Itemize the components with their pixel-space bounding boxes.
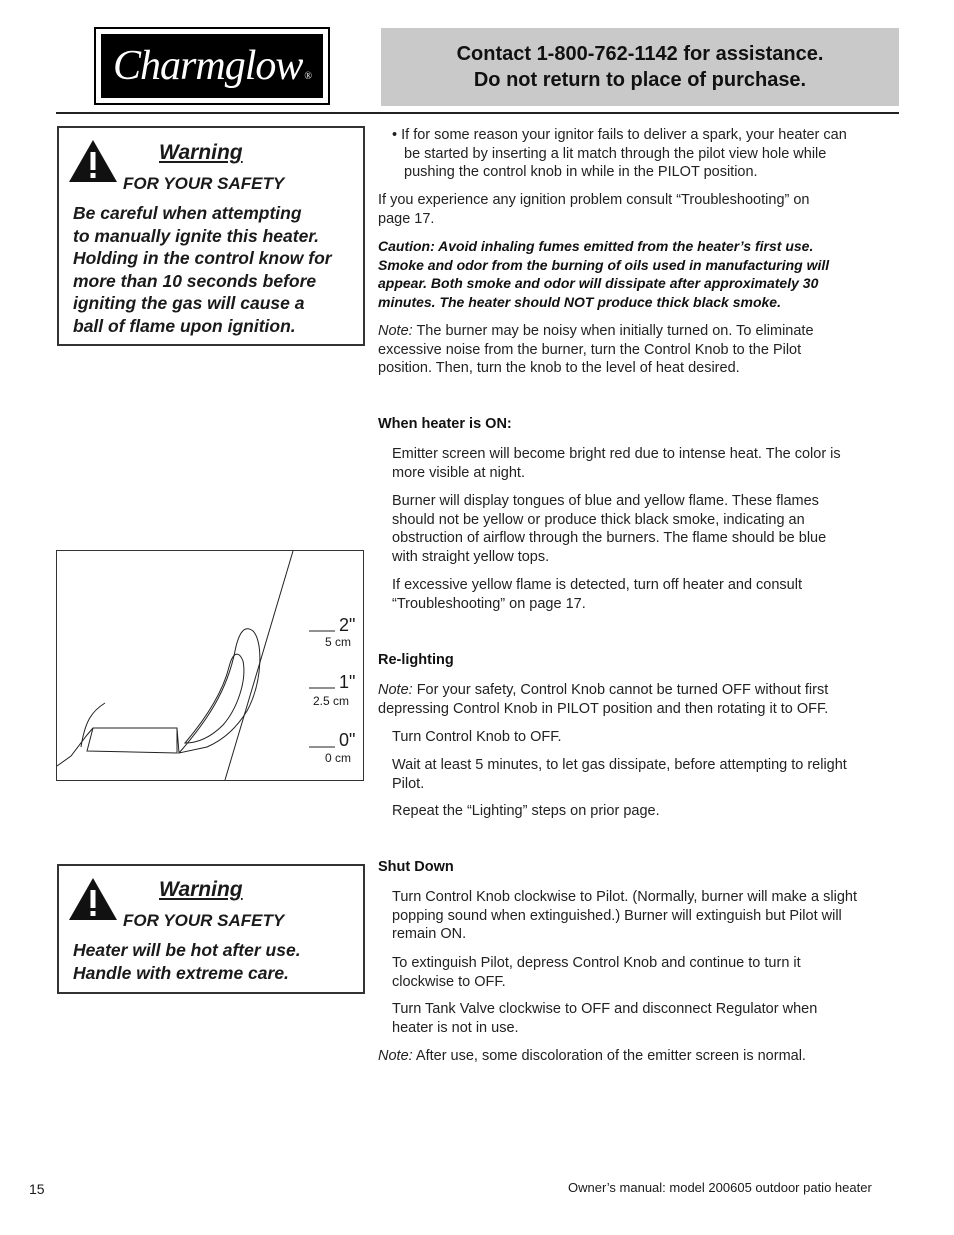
registered-mark: ® (304, 70, 311, 82)
warning-line: more than 10 seconds before (73, 270, 317, 291)
bullet-match-lighting (392, 126, 847, 182)
text-line: To extinguish Pilot, depress Control Knob and continue to turn it (392, 955, 801, 971)
text-line: depressing Control Knob in PILOT position and then rotating it to OFF. (378, 700, 829, 717)
text-line: popping sound when extinguished.) Burner will extinguish but Pilot will (392, 907, 842, 924)
flame-height-diagram (56, 550, 364, 781)
relighting-note (378, 681, 828, 718)
text-line: remain ON. (392, 926, 467, 942)
text-line: After use, some discoloration of the emitter screen is normal. (412, 1048, 806, 1064)
text-line: The burner may be noisy when initially turned on. To eliminate (412, 323, 814, 339)
label-2-5-cm: 2.5 cm (313, 694, 350, 708)
heading-shut-down: Shut Down (378, 859, 454, 875)
warning-body (73, 939, 353, 984)
heading-heater-on: When heater is ON: (378, 416, 512, 432)
contact-banner (381, 28, 899, 106)
logo-wordmark (101, 34, 323, 98)
text-line: If you experience any ignition problem consult “Troubleshooting” on (378, 192, 810, 208)
warning-title: Warning (159, 878, 243, 901)
note-label: Note: (378, 682, 413, 698)
header-divider (56, 112, 899, 114)
logo-text: Charmglow (113, 43, 303, 89)
footer-manual-title: Owner’s manual: model 200605 outdoor patio heater (568, 1180, 872, 1195)
ignition-problem-paragraph (378, 191, 810, 228)
contact-line-1: Contact 1-800-762-1142 for assistance. (456, 43, 824, 65)
label-5-cm: 5 cm (325, 635, 352, 649)
label-1-inch: 1" (339, 672, 356, 692)
warning-line: Holding in the control know for (73, 248, 332, 269)
text-line: Pilot. (392, 775, 425, 792)
text-line: obstruction of airflow through the burners. The flame should be blue (392, 530, 827, 546)
text-line: Emitter screen will become bright red due to intense heat. The color is (392, 446, 841, 462)
shutdown-paragraph-1 (392, 888, 857, 944)
heading-relighting: Re-lighting (378, 652, 454, 668)
shutdown-paragraph-3 (392, 1000, 817, 1037)
text-line: clockwise to OFF. (392, 973, 506, 990)
relight-step-2 (392, 756, 847, 793)
warning-subtitle: FOR YOUR SAFETY (123, 174, 285, 193)
warning-subtitle: FOR YOUR SAFETY (123, 911, 285, 930)
relight-step-3: Repeat the “Lighting” steps on prior page. (392, 803, 660, 819)
caution-paragraph (378, 237, 829, 311)
label-0-cm: 0 cm (325, 751, 352, 765)
warning-line: Be careful when attempting (73, 203, 302, 223)
contact-line-2: Do not return to place of purchase. (473, 69, 807, 91)
text-line: “Troubleshooting” on page 17. (392, 595, 586, 612)
warning-line: Heater will be hot after use. (73, 940, 301, 960)
text-line: minutes. The heater should NOT produce thick black smoke. (378, 293, 781, 310)
text-line: position. Then, turn the knob to the level of heat desired. (378, 360, 740, 376)
relight-step-1: Turn Control Knob to OFF. (392, 729, 562, 745)
warning-triangle-icon (67, 138, 119, 184)
warning-box-ignition (57, 126, 365, 346)
page-number: 15 (29, 1181, 45, 1197)
shutdown-note (378, 1047, 806, 1066)
burner-flame-illustration (57, 551, 363, 780)
text-line: Smoke and odor from the burning of oils used in manufacturing will (378, 256, 830, 273)
text-line: Burner will display tongues of blue and yellow flame. These flames (392, 493, 819, 509)
text-line: • If for some reason your ignitor fails to deliver a spark, your heater can (392, 127, 847, 143)
text-line: pushing the control knob in while in the PILOT position. (404, 164, 758, 180)
warning-line: to manually ignite this heater. (73, 225, 320, 246)
warning-body (73, 202, 353, 338)
warning-triangle-icon (67, 876, 119, 922)
text-line: Turn Control Knob clockwise to Pilot. (Normally, burner will make a slight (392, 889, 857, 905)
warning-line: Handle with extreme care. (73, 962, 289, 983)
warning-box-hot (57, 864, 365, 994)
text-line: Caution: Avoid inhaling fumes emitted from the heater’s first use. (378, 238, 814, 254)
warning-line: ball of flame upon ignition. (73, 315, 296, 336)
text-line: be started by inserting a lit match through the pilot view hole while (404, 145, 827, 162)
label-0-inch: 0" (339, 730, 356, 750)
text-line: page 17. (378, 210, 435, 227)
burner-noise-note (378, 322, 814, 378)
text-line: should not be yellow or produce thick black smoke, indicating an (392, 511, 805, 528)
text-line: If excessive yellow flame is detected, turn off heater and consult (392, 577, 802, 593)
heater-on-paragraph-2 (392, 492, 826, 566)
text-line: excessive noise from the burner, turn the Control Knob to the Pilot (378, 341, 802, 358)
text-line: Turn Tank Valve clockwise to OFF and disconnect Regulator when (392, 1001, 818, 1017)
text-line: with straight yellow tops. (392, 548, 550, 565)
text-line: more visible at night. (392, 464, 525, 481)
shutdown-paragraph-2 (392, 954, 801, 991)
note-label: Note: (378, 1048, 413, 1064)
text-line: heater is not in use. (392, 1019, 519, 1036)
warning-line: igniting the gas will cause a (73, 293, 305, 314)
heater-on-paragraph-3 (392, 576, 802, 613)
note-label: Note: (378, 323, 413, 339)
text-line: For your safety, Control Knob cannot be turned OFF without first (412, 682, 829, 698)
text-line: Wait at least 5 minutes, to let gas dissipate, before attempting to relight (392, 757, 847, 773)
label-2-inch: 2" (339, 615, 356, 635)
warning-title: Warning (159, 141, 243, 164)
heater-on-paragraph-1 (392, 445, 841, 482)
brand-logo (94, 27, 330, 105)
text-line: appear. Both smoke and odor will dissipate after approximately 30 (378, 275, 819, 292)
